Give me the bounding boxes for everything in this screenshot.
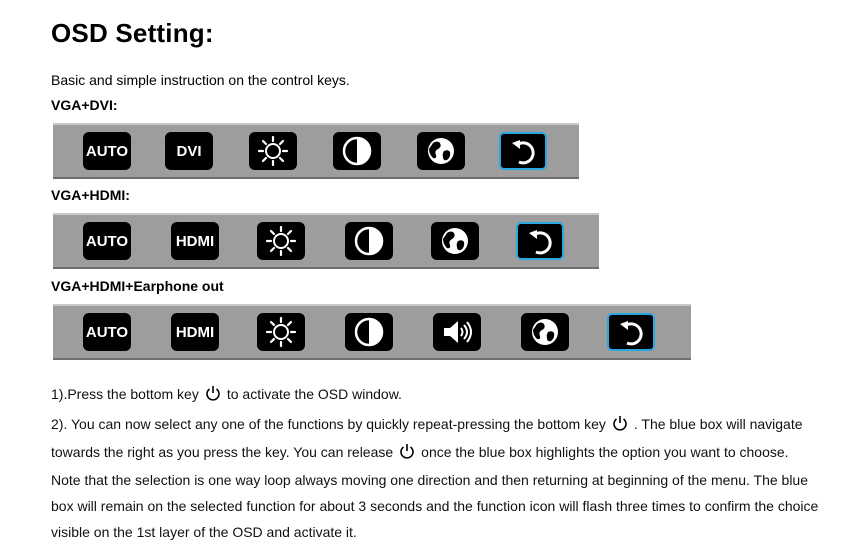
dvi-button: DVI (165, 132, 213, 170)
page-title: OSD Setting: (51, 18, 214, 48)
brightness-icon (257, 222, 305, 260)
auto-button: AUTO (83, 313, 131, 351)
intro-text: Basic and simple instruction on the control keys. (51, 72, 350, 88)
auto-button: AUTO (83, 132, 131, 170)
brightness-icon (249, 132, 297, 170)
speaker-icon (433, 313, 481, 351)
globe-icon (521, 313, 569, 351)
osd-bar-vga-hdmi-earphone (53, 304, 691, 360)
step2-text-part3: once the blue box highlights the option you want to choose. Note that the selection is one way loop always moving one direction and then returning at beginning of the menu. The blue box will remain on the selected function for about 3 seconds and the function icon will flash three times to confirm the choice visible on the 1st layer of the OSD and activate it. (51, 444, 819, 540)
instruction-step-2 (51, 411, 821, 545)
auto-button: AUTO (83, 222, 131, 260)
return-icon (607, 313, 655, 351)
step1-text-before: 1).Press the bottom key (51, 386, 199, 402)
power-icon (612, 413, 628, 439)
contrast-icon (333, 132, 381, 170)
contrast-icon (345, 222, 393, 260)
osd-bar-vga-dvi (53, 123, 579, 179)
power-icon (399, 441, 415, 467)
power-icon (205, 383, 221, 409)
globe-icon (431, 222, 479, 260)
contrast-icon (345, 313, 393, 351)
group-label-vga-hdmi: VGA+HDMI: (51, 187, 130, 203)
step2-text-part1: 2). You can now select any one of the functions by quickly repeat-pressing the bottom key (51, 416, 606, 432)
instruction-step-1 (51, 381, 831, 409)
hdmi-button: HDMI (171, 313, 219, 351)
return-icon (499, 132, 547, 170)
group-label-vga-hdmi-earphone: VGA+HDMI+Earphone out (51, 278, 224, 294)
step1-text-after: to activate the OSD window. (226, 386, 402, 402)
group-label-vga-dvi: VGA+DVI: (51, 97, 118, 113)
step2-text-part2: . The blue box will navigate towards the right as you press the key. You can release (51, 416, 803, 460)
globe-icon (417, 132, 465, 170)
brightness-icon (257, 313, 305, 351)
hdmi-button: HDMI (171, 222, 219, 260)
osd-bar-vga-hdmi (53, 213, 599, 269)
return-icon (516, 222, 564, 260)
